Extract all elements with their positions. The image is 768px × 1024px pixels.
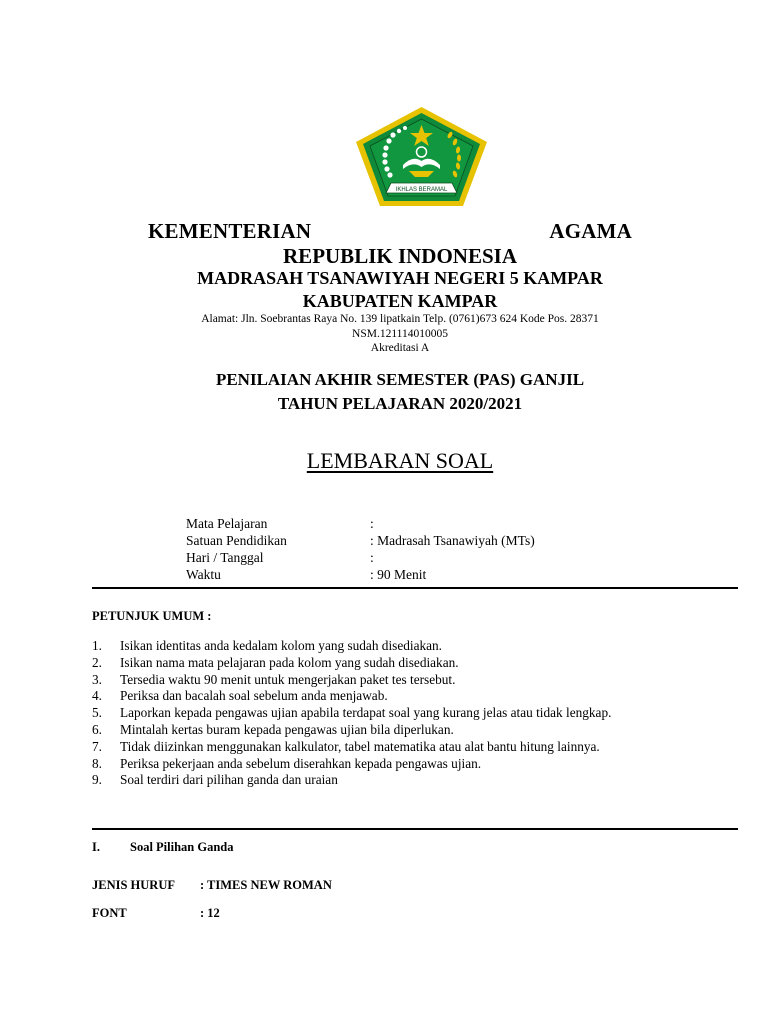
item-text: Periksa pekerjaan anda sebelum diserahkan kepada pengawas ujian. (120, 755, 482, 771)
item-number: 5. (92, 705, 102, 721)
school-name: MADRASAH TSANAWIYAH NEGERI 5 KAMPAR (197, 268, 603, 288)
divider-top (92, 587, 738, 589)
instructions-heading: PETUNJUK UMUM : (92, 609, 212, 623)
item-number: 9. (92, 772, 102, 788)
list-item (92, 722, 674, 739)
spec-font-size (92, 906, 220, 921)
info-label: Mata Pelajaran (186, 516, 268, 531)
item-text: Laporkan kepada pengawas ujian apabila terdapat soal yang kurang jelas atau tidak lengkap. (120, 705, 612, 721)
item-number: 3. (92, 671, 102, 687)
spec-value: : TIMES NEW ROMAN (200, 878, 332, 892)
item-text: Mintalah kertas buram kepada pengawas ujian bila diperlukan. (120, 721, 454, 737)
item-number: 7. (92, 738, 102, 754)
list-item (92, 705, 674, 722)
divider-bottom (92, 828, 738, 830)
list-item (92, 688, 674, 705)
school-address: Alamat: Jln. Soebrantas Raya No. 139 lipatkain Telp. (0761)673 624 Kode Pos. 28371 (201, 313, 599, 325)
sheet-title: LEMBARAN SOAL (306, 448, 494, 473)
section-title: Soal Pilihan Ganda (130, 840, 234, 854)
country-title: REPUBLIK INDONESIA (283, 244, 517, 268)
list-item (92, 739, 674, 756)
info-label: Satuan Pendidikan (186, 533, 287, 548)
school-nsm: NSM.121114010005 (352, 328, 448, 340)
item-number: 6. (92, 721, 102, 737)
academic-year: TAHUN PELAJARAN 2020/2021 (277, 394, 523, 413)
item-text: Periksa dan bacalah soal sebelum anda menjawab. (120, 688, 388, 704)
item-text: Tidak diizinkan menggunakan kalkulator, tabel matematika atau alat bantu hitung lainnya. (120, 738, 600, 754)
regency-name: KABUPATEN KAMPAR (302, 291, 498, 311)
list-item (92, 638, 674, 655)
info-value: : (370, 550, 374, 565)
ministry-title (148, 219, 632, 244)
item-number: 8. (92, 755, 102, 771)
item-text: Soal terdiri dari pilihan ganda dan uraian (120, 772, 338, 788)
info-value: : (370, 516, 374, 531)
spec-font-family (92, 878, 332, 893)
spec-value: : 12 (200, 906, 220, 920)
info-label: Hari / Tanggal (186, 550, 264, 565)
ministry-word: KEMENTERIAN (148, 219, 312, 243)
item-text: Isikan identitas anda kedalam kolom yang sudah disediakan. (120, 638, 442, 653)
spec-key: JENIS HURUF (92, 878, 175, 892)
exam-title: PENILAIAN AKHIR SEMESTER (PAS) GANJIL (215, 370, 585, 389)
instructions-list (92, 638, 674, 789)
item-text: Isikan nama mata pelajaran pada kolom yang sudah disediakan. (120, 654, 459, 670)
item-number: 1. (92, 638, 102, 653)
info-value: : 90 Menit (370, 567, 427, 582)
item-number: 4. (92, 688, 102, 704)
item-number: 2. (92, 654, 102, 670)
info-label: Waktu (186, 567, 221, 582)
section-number: I. (92, 840, 100, 854)
info-value: : Madrasah Tsanawiyah (MTs) (370, 533, 535, 548)
list-item (92, 756, 674, 773)
list-item (92, 772, 674, 789)
list-item (92, 655, 674, 672)
religion-word: AGAMA (549, 219, 632, 243)
item-text: Tersedia waktu 90 menit untuk mengerjakan paket tes tersebut. (120, 671, 456, 687)
svg-text:IKHLAS BERAMAL: IKHLAS BERAMAL (395, 187, 448, 193)
list-item (92, 672, 674, 689)
kementerian-agama-emblem (353, 105, 490, 208)
accreditation: Akreditasi A (370, 342, 430, 354)
spec-key: FONT (92, 906, 127, 920)
